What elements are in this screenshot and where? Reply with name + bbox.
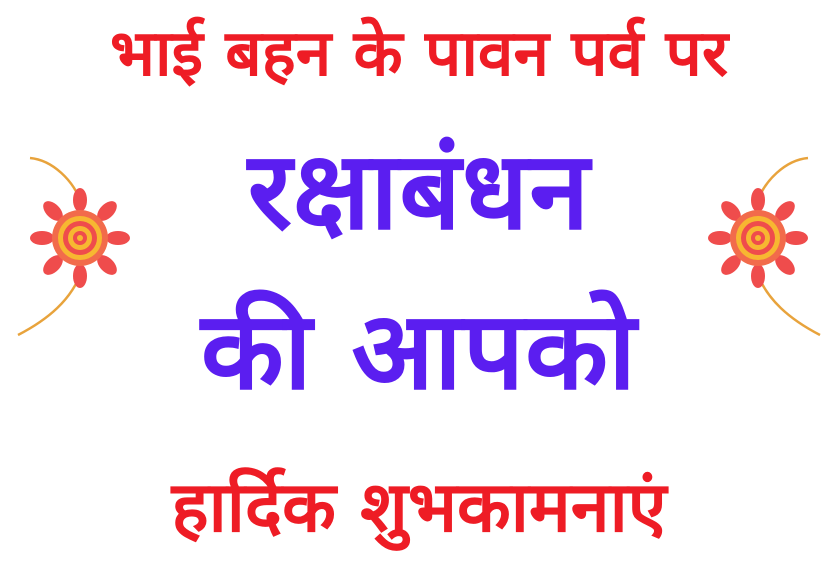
heartfelt-wishes-text: हार्दिक शुभकामनाएं: [171, 466, 667, 548]
rakhi-icon: [696, 150, 826, 350]
rakhi-icon: [12, 150, 142, 350]
festival-name-text: रक्षाबंधन: [247, 129, 591, 254]
festival-intro-text: भाई बहन के पावन पर्व पर: [109, 17, 729, 91]
to-you-text: की आपको: [200, 289, 638, 414]
